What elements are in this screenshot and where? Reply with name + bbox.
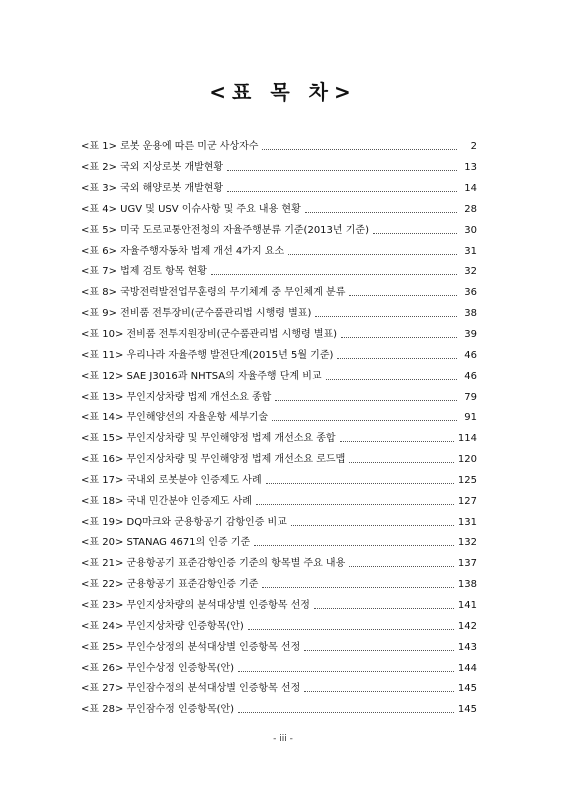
toc-entry[interactable] xyxy=(81,471,477,492)
toc-entry-label: <표 2> 국외 지상로봇 개발현황 xyxy=(81,162,224,174)
dot-leader xyxy=(248,628,454,630)
dot-leader xyxy=(238,711,454,713)
toc-entry[interactable] xyxy=(81,429,477,450)
toc-entry[interactable] xyxy=(81,366,477,387)
toc-entry-label: <표 3> 국외 해양로봇 개발현황 xyxy=(81,183,224,195)
toc-entry[interactable] xyxy=(81,325,477,346)
dot-leader xyxy=(314,607,454,609)
toc-entry-page: 138 xyxy=(457,579,477,591)
dot-leader xyxy=(349,294,457,296)
toc-entry-label: <표 23> 무인지상차량의 분석대상별 인증항목 선정 xyxy=(81,599,310,611)
toc-entry-page: 46 xyxy=(464,349,477,361)
toc-entry-label: <표 9> 전비품 전투장비(군수품관리법 시행령 별표) xyxy=(81,308,312,320)
toc-entry-label: <표 8> 국방전력발전업무훈령의 무기체계 중 무인체계 분류 xyxy=(81,287,346,299)
toc-entry[interactable] xyxy=(81,533,477,554)
dot-leader xyxy=(272,419,457,421)
dot-leader xyxy=(373,232,457,234)
toc-entry-label: <표 28> 무인잠수정 인증항목(안) xyxy=(81,704,235,716)
dot-leader xyxy=(340,440,454,442)
dot-leader xyxy=(349,565,454,567)
toc-entry-page: 144 xyxy=(457,662,477,674)
toc-entry-label: <표 25> 무인수상정의 분석대상별 인증항목 선정 xyxy=(81,641,301,653)
toc-entry-page: 131 xyxy=(457,516,477,528)
toc-entry[interactable] xyxy=(81,658,477,679)
toc-entry-label: <표 17> 국내외 로봇분야 인증제도 사례 xyxy=(81,474,262,486)
toc-entry-label: <표 11> 우리나라 자율주행 발전단계(2015년 5월 기준) xyxy=(81,349,334,361)
toc-entry[interactable] xyxy=(81,220,477,241)
toc-entry[interactable] xyxy=(81,408,477,429)
toc-entry[interactable] xyxy=(81,345,477,366)
toc-entry[interactable] xyxy=(81,491,477,512)
toc-entry-page: 142 xyxy=(457,620,477,632)
toc-entry-label: <표 13> 무인지상차량 법제 개선소요 종합 xyxy=(81,391,272,403)
toc-entry-page: 125 xyxy=(457,474,477,486)
toc-entry-page: 31 xyxy=(464,245,477,257)
toc-entry-page: 137 xyxy=(457,558,477,570)
toc-entry-page: 46 xyxy=(464,370,477,382)
toc-entry-page: 143 xyxy=(457,641,477,653)
toc-entry[interactable] xyxy=(81,387,477,408)
dot-leader xyxy=(305,211,457,213)
toc-entry[interactable] xyxy=(81,637,477,658)
toc-entry-page: 32 xyxy=(464,266,477,278)
toc-entry-label: <표 6> 자율주행자동차 법제 개선 4가지 요소 xyxy=(81,245,285,257)
toc-entry[interactable] xyxy=(81,554,477,575)
dot-leader xyxy=(337,357,457,359)
toc-entry-page: 145 xyxy=(457,683,477,695)
toc-entry-page: 132 xyxy=(457,537,477,549)
dot-leader xyxy=(288,253,457,255)
toc-entry-page: 36 xyxy=(464,287,477,299)
toc-entry-page: 38 xyxy=(464,308,477,320)
toc-entry-label: <표 18> 국내 민간분야 인증제도 사례 xyxy=(81,495,252,507)
toc-entry-label: <표 19> DQ마크와 군용항공기 감항인증 비교 xyxy=(81,516,287,528)
toc-entry-label: <표 16> 무인지상차량 및 무인해양정 법제 개선소요 로드맵 xyxy=(81,454,346,466)
toc-entry-page: 13 xyxy=(464,162,477,174)
dot-leader xyxy=(349,461,454,463)
dot-leader xyxy=(254,544,454,546)
toc-entry[interactable] xyxy=(81,679,477,700)
toc-entry[interactable] xyxy=(81,137,477,158)
toc-entry[interactable] xyxy=(81,179,477,200)
dot-leader xyxy=(262,586,453,588)
toc-entry-page: 39 xyxy=(464,329,477,341)
dot-leader xyxy=(262,148,457,150)
toc-entry-label: <표 14> 무인해양선의 자율운항 세부기술 xyxy=(81,412,269,424)
toc-entry[interactable] xyxy=(81,450,477,471)
toc-entry-page: 30 xyxy=(464,224,477,236)
toc-entry-page: 91 xyxy=(464,412,477,424)
page-number-footer: - iii - xyxy=(273,734,293,744)
table-of-contents xyxy=(81,137,477,721)
toc-entry-page: 141 xyxy=(457,599,477,611)
dot-leader xyxy=(238,670,454,672)
toc-entry-label: <표 10> 전비품 전투지원장비(군수품관리법 시행령 별표) xyxy=(81,329,338,341)
toc-entry-label: <표 21> 군용항공기 표준감항인증 기준의 항목별 주요 내용 xyxy=(81,558,346,570)
toc-entry-label: <표 7> 법제 검토 항목 현황 xyxy=(81,266,207,278)
toc-entry[interactable] xyxy=(81,616,477,637)
toc-entry[interactable] xyxy=(81,575,477,596)
toc-entry[interactable] xyxy=(81,283,477,304)
toc-entry[interactable] xyxy=(81,241,477,262)
page-title: <표 목 차> xyxy=(209,80,357,104)
toc-entry-label: <표 20> STANAG 4671의 인증 기준 xyxy=(81,537,251,549)
dot-leader xyxy=(227,190,457,192)
toc-entry-page: 28 xyxy=(464,203,477,215)
dot-leader xyxy=(304,690,454,692)
dot-leader xyxy=(227,169,457,171)
toc-entry-label: <표 22> 군용항공기 표준감항인증 기준 xyxy=(81,579,259,591)
dot-leader xyxy=(211,273,457,275)
toc-entry-page: 114 xyxy=(457,433,477,445)
toc-entry[interactable] xyxy=(81,262,477,283)
toc-entry-label: <표 24> 무인지상차량 인증항목(안) xyxy=(81,620,244,632)
dot-leader xyxy=(291,524,454,526)
dot-leader xyxy=(275,399,457,401)
dot-leader xyxy=(326,378,457,380)
toc-entry[interactable] xyxy=(81,158,477,179)
toc-entry[interactable] xyxy=(81,700,477,721)
toc-entry-label: <표 12> SAE J3016과 NHTSA의 자율주행 단계 비교 xyxy=(81,370,322,382)
dot-leader xyxy=(304,649,454,651)
toc-entry[interactable] xyxy=(81,304,477,325)
toc-entry-label: <표 27> 무인잠수정의 분석대상별 인증항목 선정 xyxy=(81,683,301,695)
toc-entry-label: <표 26> 무인수상정 인증항목(안) xyxy=(81,662,235,674)
toc-entry-label: <표 15> 무인지상차량 및 무인해양정 법제 개선소요 종합 xyxy=(81,433,336,445)
toc-entry-page: 79 xyxy=(464,391,477,403)
dot-leader xyxy=(341,336,457,338)
toc-entry[interactable] xyxy=(81,512,477,533)
toc-entry-page: 14 xyxy=(464,183,477,195)
toc-entry-page: 120 xyxy=(457,454,477,466)
dot-leader xyxy=(266,482,454,484)
toc-entry-page: 127 xyxy=(457,495,477,507)
toc-entry-page: 145 xyxy=(457,704,477,716)
toc-entry-label: <표 1> 로봇 운용에 따른 미군 사상자수 xyxy=(81,141,259,153)
toc-entry-page: 2 xyxy=(470,141,477,153)
toc-entry[interactable] xyxy=(81,200,477,221)
toc-entry[interactable] xyxy=(81,596,477,617)
toc-entry-label: <표 4> UGV 및 USV 이슈사항 및 주요 내용 현황 xyxy=(81,203,301,215)
dot-leader xyxy=(256,503,454,505)
toc-entry-label: <표 5> 미국 도로교통안전청의 자율주행분류 기준(2013년 기준) xyxy=(81,224,369,236)
dot-leader xyxy=(315,315,457,317)
